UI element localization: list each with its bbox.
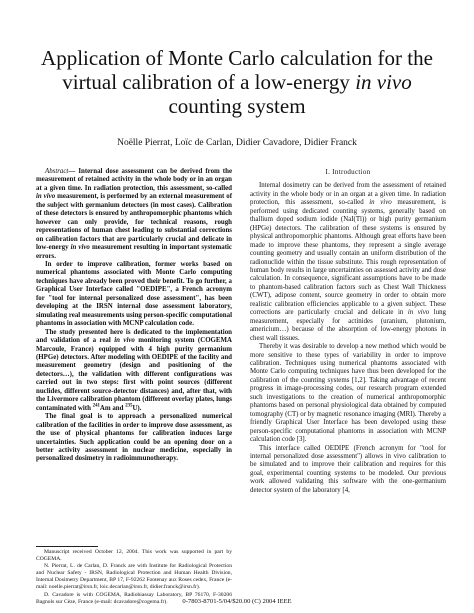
abstract-italic: in vivo: [36, 193, 56, 201]
title-line-2-text: virtual calibration of a low-energy: [62, 70, 356, 94]
intro-text: lung measurement, especially for actinides (uranium, plutonium, americium…) because of the absorption of low-energy photons in chest wall tissues.: [250, 309, 446, 342]
title-line-3: counting system: [168, 94, 306, 118]
abstract-label: Abstract: [45, 168, 69, 175]
title-line-1: Application of Monte Carlo calculation for the: [41, 46, 433, 70]
abstract-italic: in vivo: [114, 337, 135, 345]
footnote-text: ).: [164, 598, 168, 605]
abstract-text: Am and: [99, 404, 126, 412]
intro-italic: in vivo: [369, 199, 392, 207]
abstract-dash: —: [68, 168, 79, 175]
isotope-superscript: 241: [92, 403, 100, 409]
abstract-text: monitoring system (COGEMA Marcoule, France) equipped with 4 high purity germanium (HPGe) detectors. After modeling with OEDIPE of the facility and measurement geometry (design and positioning of the detectors…), the validation with different configurations was carried out in two steps: first with point sources (different nuclides, different source-detector distances) and, after that, with the Livermore calibration phantom (different overlay plates, lungs contaminated with: [36, 337, 232, 412]
footnote-text: ).: [196, 584, 201, 591]
abstract-paragraph-2: In order to improve calibration, former works based on numerical phantoms associated with Monte Carlo computing techniques have already been proved their benefit. To go further, a Graphical User Interface called "OEDIPE", a French acronym for "tool for internal personalized dose assessment", has been developing at the IRSN internal dose assessment laboratory, simulating real measurements using person-specific computational phantoms in association with MCNP calculation code.: [36, 260, 232, 328]
intro-paragraph-1: [250, 182, 446, 343]
abstract-italic: in vivo: [70, 244, 90, 252]
intro-paragraph-2: Thereby it was desirable to develop a new method which would be more sensitive to these types of variability in order to improve calibration. Techniques using numerical phantoms associated with Monte Carlo computing techniques have thus been developed for the calibration of the counting systems [1,2]. Taking advantage of recent progress in image-processing codes, our research program extended such investigations to the creation of numerical anthropomorphic phantoms based on personal physiological data obtained by computed tomography (CT) or by magnetic resonance imaging (MRI). Thereby a friendly Graphical User Interface has been developed using these person-specific computational phantoms in association with MCNP calculation code [3].: [250, 343, 446, 444]
author-list: Noëlle Pierrat, Loïc de Carlan, Didier Cavadore, Didier Franck: [117, 138, 357, 148]
footnote-rule: [36, 546, 98, 547]
email-link[interactable]: dcavadore@cogema.fr: [113, 598, 165, 605]
email-link[interactable]: noelle.pierrat@irsn.fr, loic.decarlan@irsn.fr, didier.franck@irsn.fr: [48, 584, 197, 591]
intro-paragraph-3: This interface called OEDIPE (French acronym for "tool for internal personalized dose assessment") allows in vivo calibration to be simulated and to improve their calibration and requires for this goal, experimental counting systems to be modeled. Our previous work allowed validating this software with the one-germanium detector system of the laboratory [4,: [250, 444, 446, 494]
abstract-text: measurement, is performed by an external measurement of the subject with germanium detectors (in most cases). Calibration of these detectors is ensured by anthropomorphic phantoms which however can only provide, for technical reasons, rough representations of human chest leading to substantial corrections on calibration factors that are particularly crucial and delicate in low-energy: [36, 193, 232, 252]
abstract: [36, 168, 232, 464]
intro-italic: in vivo: [407, 309, 430, 317]
isotope-superscript: 235: [125, 403, 133, 409]
abstract-text: The study presented here is dedicated to the implementation and validation of a real: [36, 328, 232, 345]
footnote-text: D. Cavadore is with COGEMA, Radiobiassay Laboratory, BP 76170, F-30206 Bagnols sur Cèze, France (e-mail:: [36, 591, 232, 605]
abstract-paragraph-3: [36, 329, 232, 414]
footnote-1: Manuscript received October 12, 2004. This work was supported in part by COGEMA.: [36, 549, 232, 563]
intro-text: measurement, is performed using dedicated counting systems, generally based on thallium doped sodium iodide (NaI(Tl)) or high purity germanium (HPGe) detectors. The calibration of these systems is ensured by physical anthropomorphic phantoms. Although great efforts have been made to improve these phantoms, they represent a single average counting geometry and usually contain an uniform distribution of the radionuclide within the tissue substitute. This rough representation of human body results in large uncertainties on assessed activity and dose calculation. In consequence, significant assumptions have to be made to phantom-based calibration factors such as Chest Wall Thickness (CWT), adipose content, source geometry in order to obtain more realistic calibration efficiencies applicable to a given subject. These corrections are particularly crucial and delicate in: [250, 199, 446, 317]
footnote-2: [36, 563, 232, 591]
footnote-text: N. Pierrat, L. de Carlan, D. Franck are with Institute for Radiological Protection and Nuclear Safety - IRSN, Radiological Protection and Human Health Division, Internal Dosimetry Department, BP 17, F-92262 Fontenay aux Roses cedex, France (e-mail:: [36, 563, 232, 591]
right-column: [250, 168, 446, 495]
abstract-paragraph-1: [36, 168, 232, 261]
abstract-text: Internal dose assessment can be derived from the measurement of retained activity in the whole body or in an organ at a given time. In radiation protection, this assessment, so-called: [36, 168, 232, 192]
abstract-paragraph-4: The final goal is to approach a personalized numerical calibration of the facilities in order to improve dose assessment, as the use of physical phantoms for calibration induces large uncertainties. Such application could be an opening door on a better activity assessment in nuclear medicine, especially in personalized dosimetry in radioimmunotherapy.: [36, 413, 232, 463]
abstract-text: measurement resulting in important systematic errors.: [36, 244, 232, 260]
paper-title: [20, 46, 454, 118]
title-line-2: [20, 70, 454, 94]
copyright-footer: 0-7803-8701-5/04/$20.00 (C) 2004 IEEE: [182, 598, 292, 605]
abstract-text: U).: [132, 404, 142, 412]
intro-text: Internal dosimetry can be derived from the assessment of retained activity in the whole body or in an organ at a given time. In radiation protection, this assessment, so-called: [250, 182, 446, 207]
title-line-2-italic: in vivo: [355, 70, 412, 94]
left-column: [36, 168, 232, 464]
section-heading: I. Introduction: [325, 168, 371, 176]
